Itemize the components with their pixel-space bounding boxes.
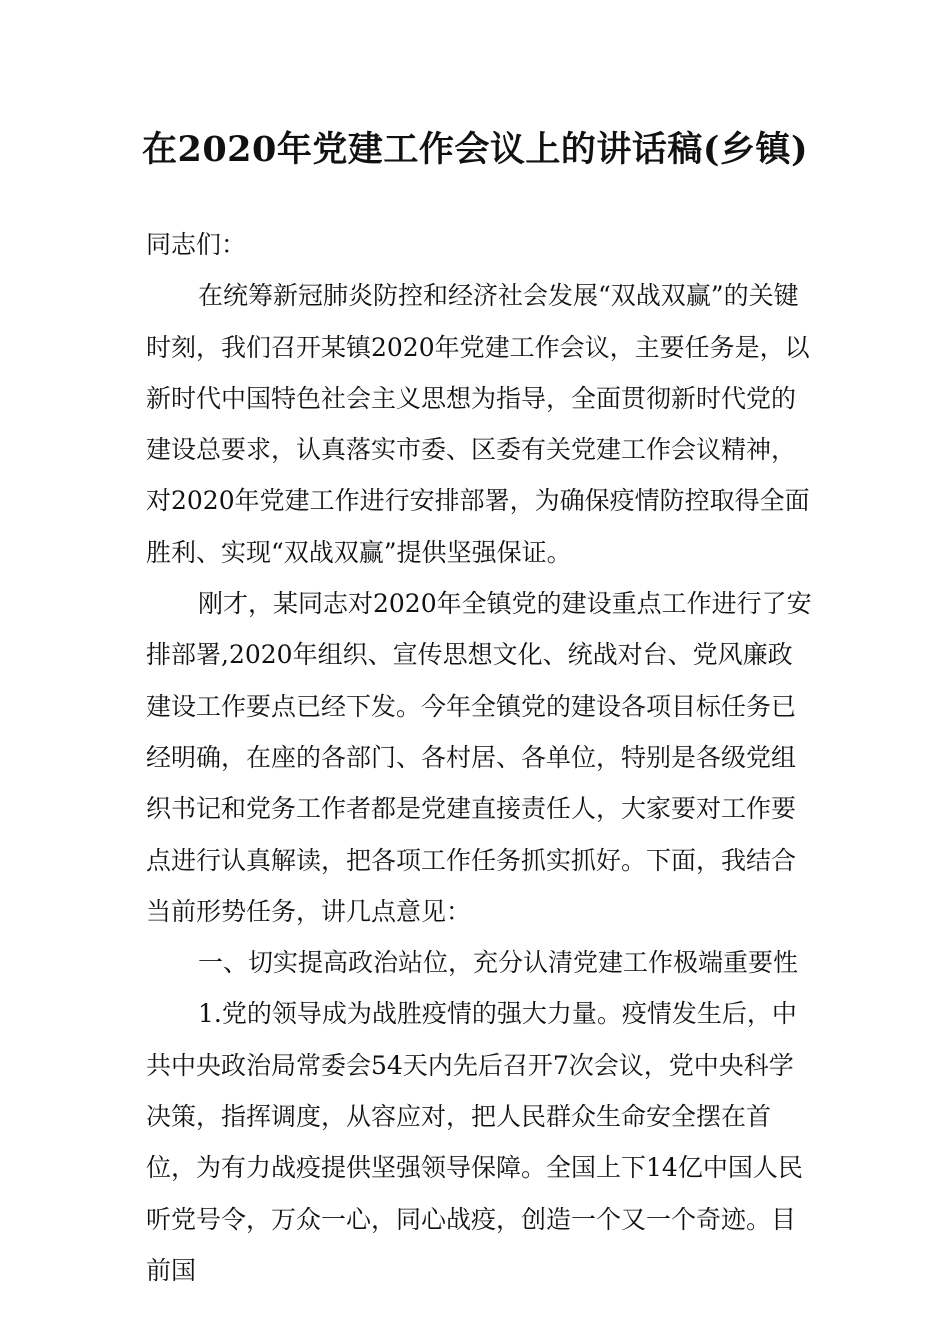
document-body	[146, 219, 812, 1296]
document-title: 在2020年党建工作会议上的讲话稿(乡镇)	[141, 129, 809, 170]
greeting: 同志们：	[146, 230, 247, 259]
paragraph-point-one: 1.党的领导成为战胜疫情的强大力量。疫情发生后，中共中央政治局常委会54天内先后召开7次会议，党中央科学决策，指挥调度，从容应对，把人民群众生命安全摆在首位，为有力战疫提供坚强领导保障。全国上下14亿中国人民听党号令，万众一心，同心战疫，创造一个又一个奇迹。目前国	[146, 999, 803, 1285]
paragraph-intro: 在统筹新冠肺炎防控和经济社会发展“双战双赢”的关键时刻，我们召开某镇2020年党建工作会议，主要任务是，以新时代中国特色社会主义思想为指导，全面贯彻新时代党的建设总要求，认真落实市委、区委有关党建工作会议精神，对2020年党建工作进行安排部署，为确保疫情防控取得全面胜利、实现“双战双赢”提供坚强保证。	[146, 281, 810, 567]
section-heading-one: 一、切实提高政治站位，充分认清党建工作极端重要性	[198, 948, 799, 978]
paragraph-arrangement: 刚才，某同志对2020年全镇党的建设重点工作进行了安排部署,2020年组织、宣传思想文化、统战对台、党风廉政建设工作要点已经下发。今年全镇党的建设各项目标任务已经明确，在座的各部门、各村居、各单位，特别是各级党组织书记和党务工作者都是党建直接责任人，大家要对工作要点进行认真解读，把各项工作任务抓实抓好。下面，我结合当前形势任务，讲几点意见：	[146, 589, 812, 926]
